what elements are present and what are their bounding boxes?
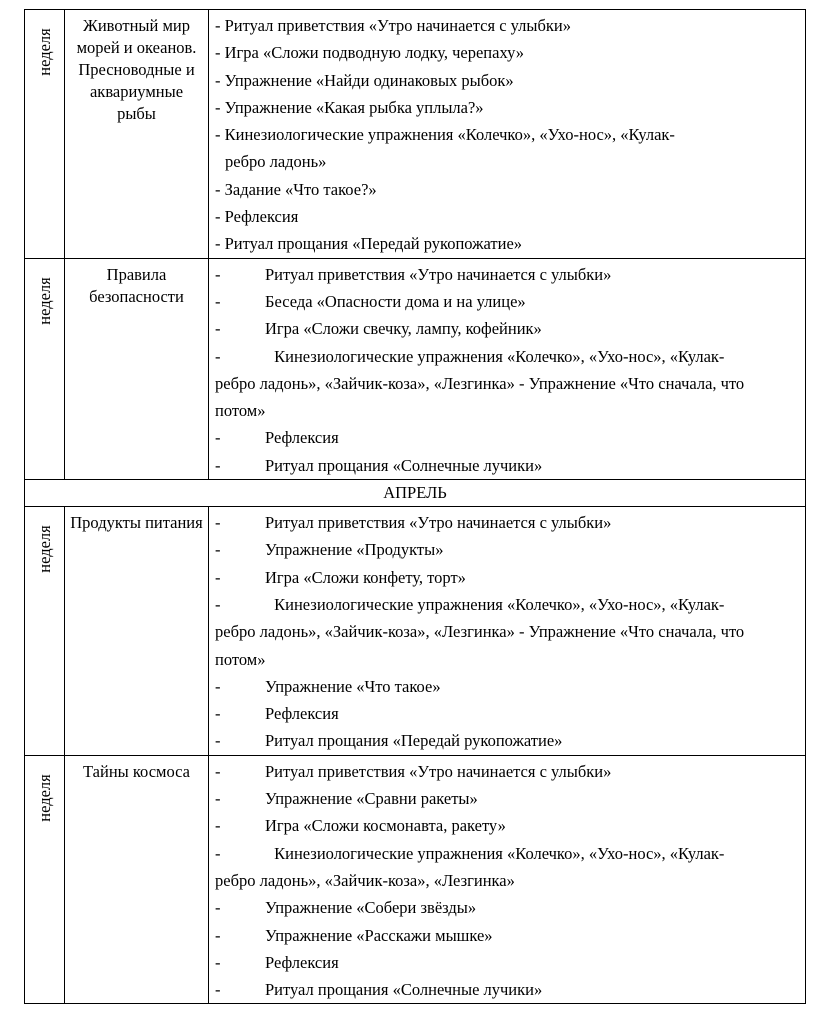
topic: Тайны космоса xyxy=(83,761,190,781)
list-item: - Упражнение «Сравни ракеты» xyxy=(215,789,478,809)
week-label: неделя xyxy=(34,525,54,573)
topic-cell xyxy=(65,507,209,756)
list-item: - Ритуал прощания «Солнечные лучики» xyxy=(215,455,543,475)
week-label: неделя xyxy=(34,28,54,76)
list-item: - Упражнение «Собери звёзды» xyxy=(215,898,477,918)
list-item: - Ритуал приветствия «Утро начинается с улыбки» xyxy=(215,513,612,533)
topic-cell xyxy=(65,755,209,1004)
activities-cell xyxy=(209,507,806,756)
topic: Животный мир морей и океанов. Пресноводные и аквариумные рыбы xyxy=(76,16,197,123)
activity-line: - Игра «Сложи подводную лодку, черепаху» xyxy=(215,43,524,63)
week-cell xyxy=(25,10,65,259)
activity-line: ребро ладонь» xyxy=(225,152,327,172)
list-item: - Беседа «Опасности дома и на улице» xyxy=(215,291,526,311)
week-label: неделя xyxy=(34,276,54,325)
activities-cell xyxy=(209,10,806,259)
activity-line: - Кинезиологические упражнения «Колечко», «Ухо-нос», «Кулак- xyxy=(215,843,725,863)
month-label: АПРЕЛЬ xyxy=(25,480,806,507)
list-item: - Рефлексия xyxy=(215,952,339,972)
table-row xyxy=(25,755,806,1004)
plan-table xyxy=(24,9,806,1004)
topic: Правила безопасности xyxy=(89,264,184,306)
week-cell xyxy=(25,507,65,756)
activity-line: - Задание «Что такое?» xyxy=(215,179,377,199)
table-row xyxy=(25,258,806,479)
list-item: - Ритуал прощания «Солнечные лучики» xyxy=(215,980,543,1000)
activity-line: - Ритуал приветствия «Утро начинается с улыбки» xyxy=(215,16,571,35)
activity-line: - Кинезиологические упражнения «Колечко», «Ухо-нос», «Кулак- xyxy=(215,594,725,614)
list-item: - Игра «Сложи свечку, лампу, кофейник» xyxy=(215,319,542,339)
activity-line: - Кинезиологические упражнения «Колечко», «Ухо-нос», «Кулак- xyxy=(215,125,675,145)
activity-line: ребро ладонь», «Зайчик-коза», «Лезгинка» xyxy=(215,870,515,890)
list-item: - Игра «Сложи космонавта, ракету» xyxy=(215,816,506,836)
list-item: - Рефлексия xyxy=(215,704,339,724)
week-cell xyxy=(25,755,65,1004)
list-item: - Ритуал приветствия «Утро начинается с улыбки» xyxy=(215,761,612,781)
activity-line: ребро ладонь», «Зайчик-коза», «Лезгинка» - Упражнение «Что сначала, что xyxy=(215,373,745,393)
activity-line: - Ритуал прощания «Передай рукопожатие» xyxy=(215,234,523,254)
activity-line: - Кинезиологические упражнения «Колечко», «Ухо-нос», «Кулак- xyxy=(215,346,725,366)
month-row xyxy=(25,480,806,507)
week-label: неделя xyxy=(34,773,54,822)
table-row xyxy=(25,507,806,756)
activity-line: потом» xyxy=(215,649,266,669)
list-item: - Игра «Сложи конфету, торт» xyxy=(215,567,466,587)
activity-line: ребро ладонь», «Зайчик-коза», «Лезгинка» - Упражнение «Что сначала, что xyxy=(215,622,745,642)
list-item: - Ритуал приветствия «Утро начинается с улыбки» xyxy=(215,264,612,284)
activities-cell xyxy=(209,258,806,479)
list-item: - Упражнение «Расскажи мышке» xyxy=(215,925,493,945)
topic-cell xyxy=(65,258,209,479)
activity-line: - Рефлексия xyxy=(215,207,299,227)
activity-line: - Упражнение «Найди одинаковых рыбок» xyxy=(215,70,514,90)
list-item: - Рефлексия xyxy=(215,428,339,448)
topic: Продукты питания xyxy=(70,513,203,533)
table-row xyxy=(25,10,806,259)
list-item: - Ритуал прощания «Передай рукопожатие» xyxy=(215,731,563,751)
topic-cell xyxy=(65,10,209,259)
list-item: - Упражнение «Продукты» xyxy=(215,540,444,560)
activity-line: - Упражнение «Какая рыбка уплыла?» xyxy=(215,97,484,117)
activity-line: потом» xyxy=(215,401,266,421)
activities-cell xyxy=(209,755,806,1004)
list-item: - Упражнение «Что такое» xyxy=(215,676,441,696)
week-cell xyxy=(25,258,65,479)
